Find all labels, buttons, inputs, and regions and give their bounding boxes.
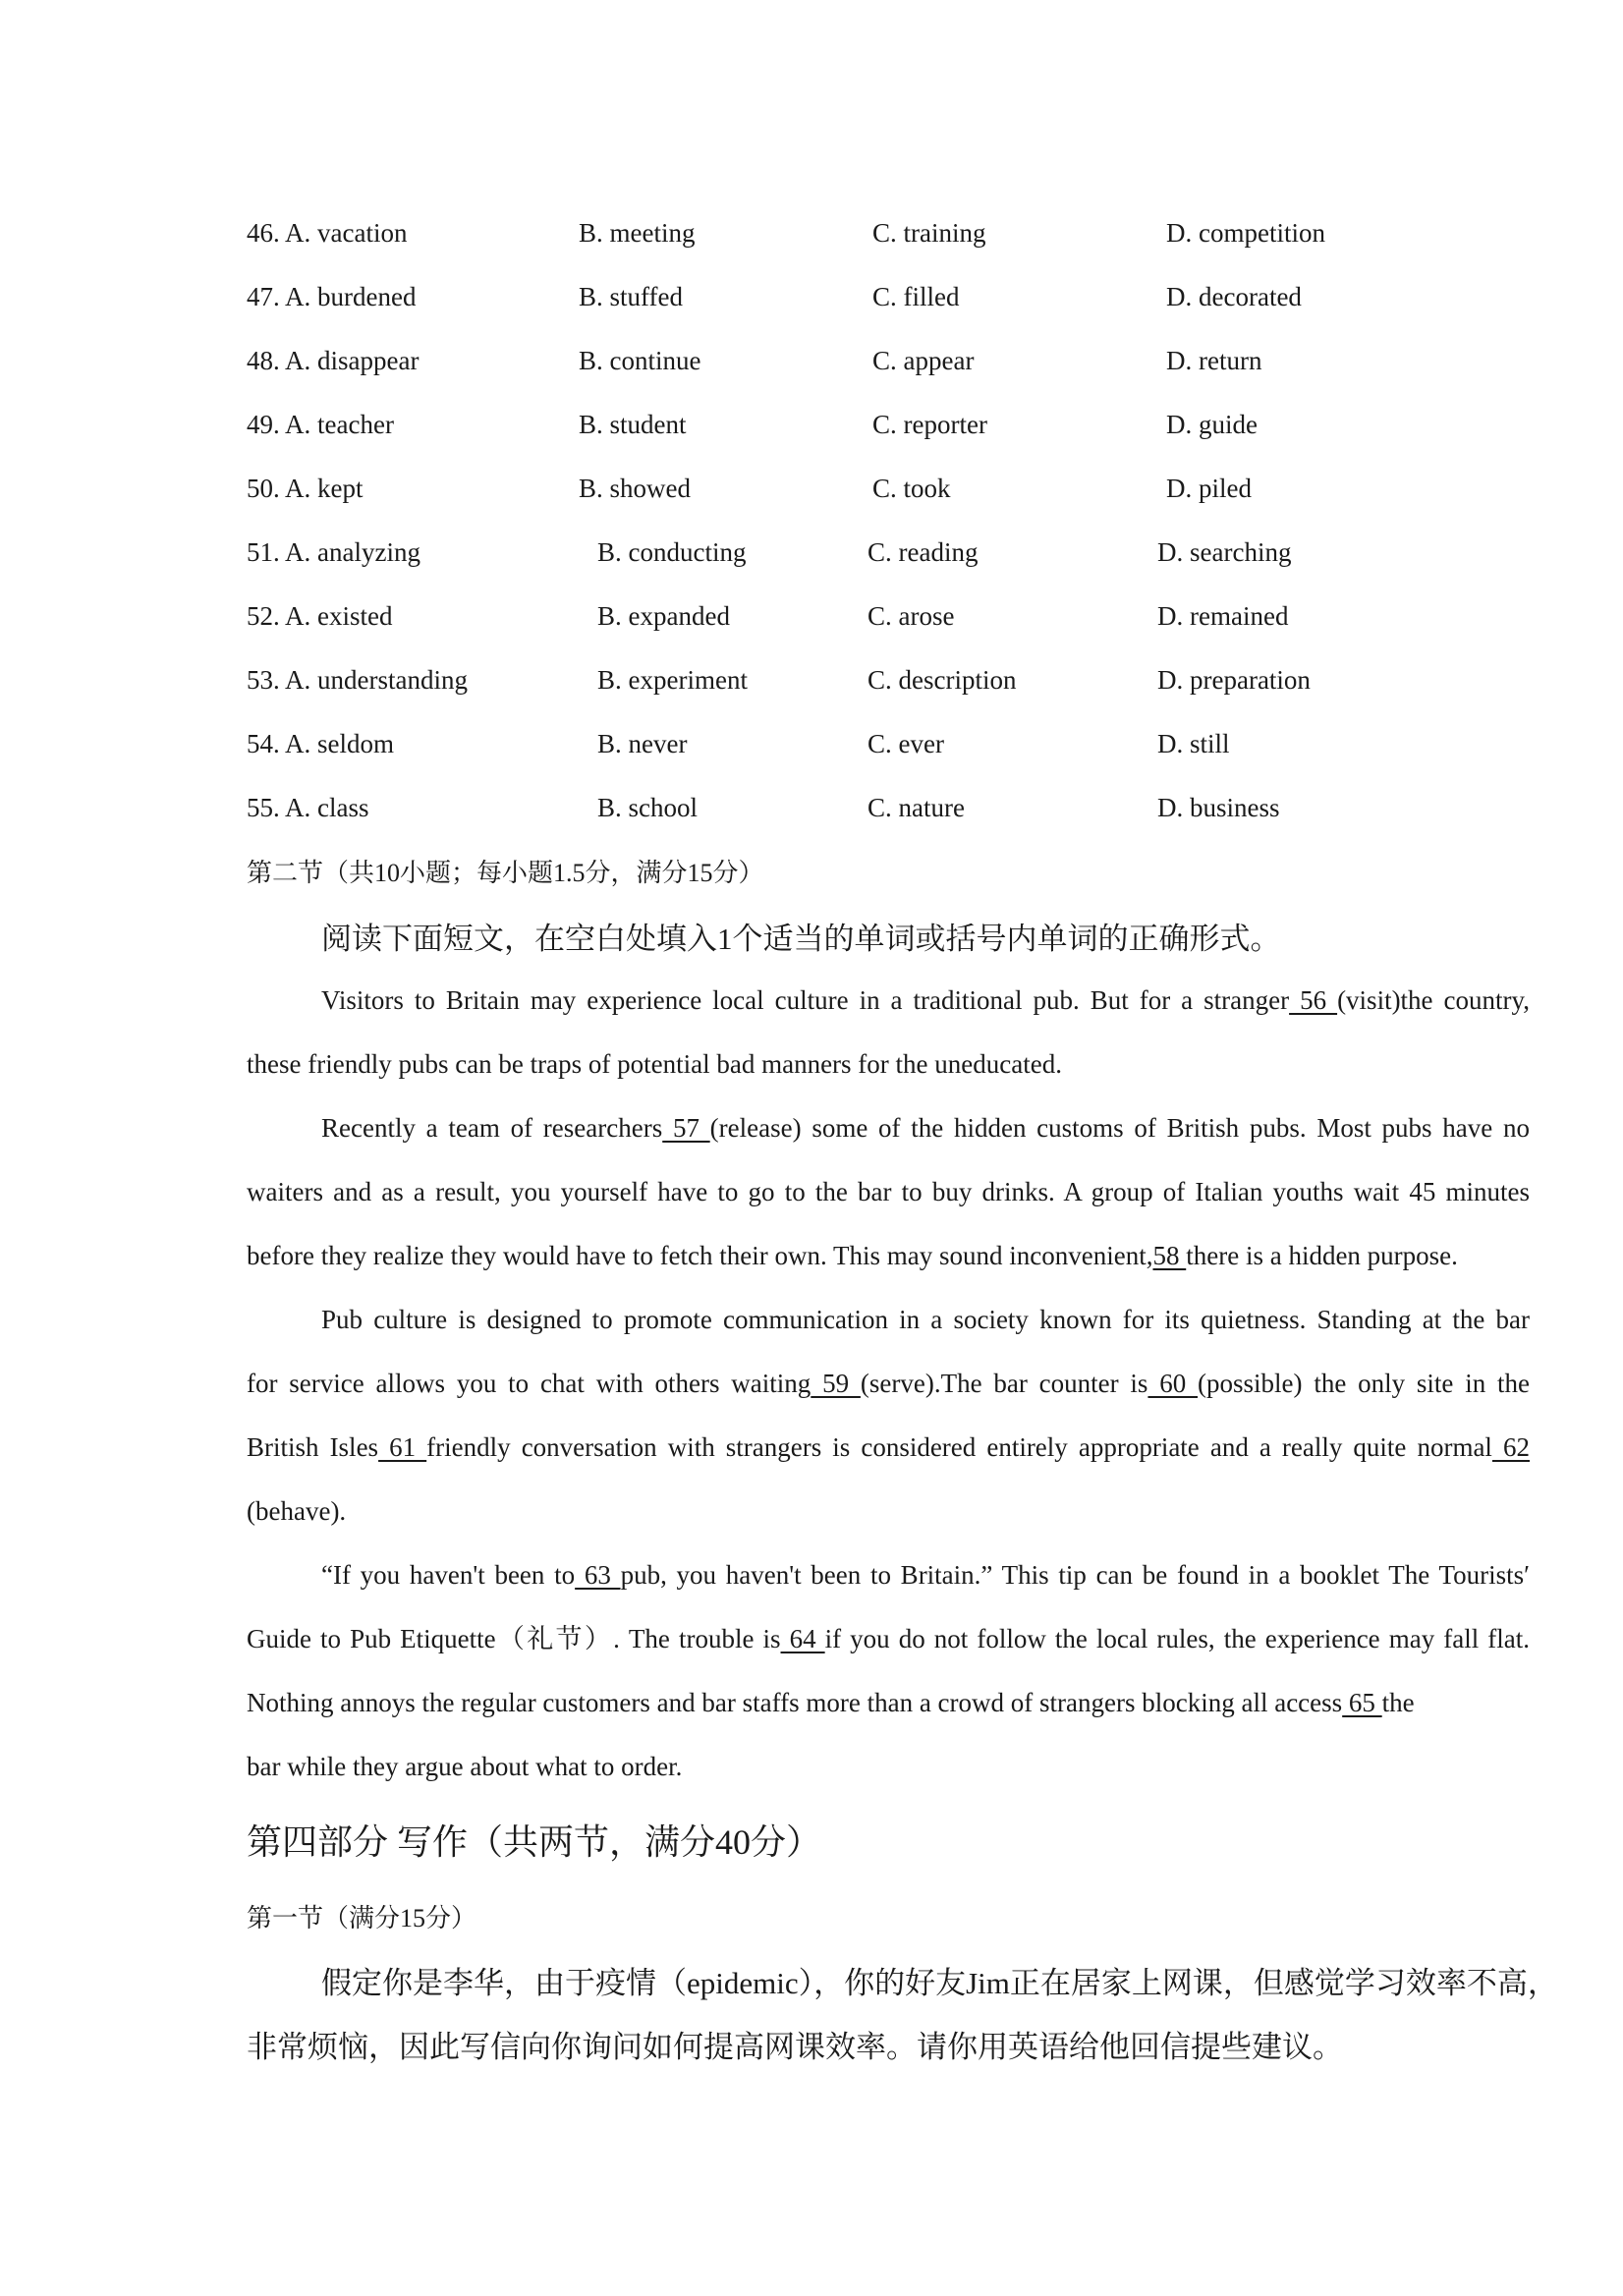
option-d: D. still: [1157, 729, 1230, 758]
passage-line: Nothing annoys the regular customers and bar staffs more than a crowd of strangers blocking all access 65 the: [247, 1688, 1415, 1717]
blank-63[interactable]: 63: [575, 1560, 621, 1590]
option-c: C. took: [872, 474, 951, 503]
blank-61[interactable]: 61: [378, 1432, 427, 1462]
option-d: D. guide: [1166, 410, 1258, 439]
option-a: 47. A. burdened: [247, 282, 417, 311]
blank-57[interactable]: 57: [662, 1113, 710, 1143]
option-d: D. competition: [1166, 218, 1325, 248]
task-prompt-line: 假定你是李华，由于疫情（epidemic），你的好友Jim正在居家上网课，但感觉学习效率不高，: [321, 1966, 1558, 2000]
option-d: D. return: [1166, 346, 1262, 375]
option-a: 50. A. kept: [247, 474, 364, 503]
passage-line: “If you haven't been to 63 pub, you haven't been to Britain.” This tip can be found in a booklet The Tourists′: [321, 1560, 1530, 1590]
option-b: B. continue: [579, 346, 701, 375]
passage-line: before they realize they would have to fetch their own. This may sound inconvenient,58 there is a hidden purpose.: [247, 1241, 1458, 1270]
section-heading: 第二节（共10小题；每小题1.5分，满分15分）: [247, 859, 764, 887]
option-d: D. piled: [1166, 474, 1252, 503]
option-c: C. filled: [872, 282, 960, 311]
option-b: B. school: [597, 793, 699, 822]
blank-60[interactable]: 60: [1147, 1369, 1199, 1398]
passage-line: Pub culture is designed to promote communication in a society known for its quietness. Standing at the bar: [321, 1305, 1530, 1334]
passage-line: Guide to Pub Etiquette（礼节）. The trouble is 64 if you do not follow the local rules, the experience may fall flat.: [247, 1624, 1531, 1653]
passage-line: for service allows you to chat with others waiting 59 (serve).The bar counter is 60 (possible) the only site in the: [247, 1369, 1531, 1398]
option-b: B. experiment: [597, 665, 748, 695]
option-c: C. nature: [867, 793, 965, 822]
passage-line: waiters and as a result, you yourself have to go to the bar to buy drinks. A group of Italian youths wait 45 minutes: [247, 1177, 1530, 1206]
option-d: D. remained: [1157, 601, 1289, 631]
option-d: D. preparation: [1157, 665, 1311, 695]
option-b: B. conducting: [597, 537, 747, 567]
option-c: C. appear: [872, 346, 975, 375]
option-b: B. stuffed: [579, 282, 683, 311]
passage-line: bar while they argue about what to order.: [247, 1752, 683, 1781]
option-a: 48. A. disappear: [247, 346, 420, 375]
option-d: D. searching: [1157, 537, 1292, 567]
option-a: 54. A. seldom: [247, 729, 395, 758]
part-title: 第四部分 写作（共两节，满分40分）: [247, 1822, 822, 1862]
option-c: C. ever: [867, 729, 944, 758]
option-b: B. expanded: [597, 601, 730, 631]
passage-line: these friendly pubs can be traps of potential bad manners for the uneducated.: [247, 1049, 1062, 1079]
option-a: 52. A. existed: [247, 601, 393, 631]
option-b: B. meeting: [579, 218, 696, 248]
passage-line: Visitors to Britain may experience local culture in a traditional pub. But for a stranger 56 (visit)the country,: [321, 985, 1530, 1015]
option-a: 49. A. teacher: [247, 410, 394, 439]
passage-line: British Isles 61 friendly conversation with strangers is considered entirely appropriate and a really quite normal 62: [247, 1432, 1531, 1462]
option-b: B. showed: [579, 474, 691, 503]
option-b: B. never: [597, 729, 688, 758]
option-c: C. reporter: [872, 410, 987, 439]
blank-56[interactable]: 56: [1289, 985, 1338, 1015]
option-c: C. arose: [867, 601, 955, 631]
blank-59[interactable]: 59: [811, 1369, 861, 1398]
blank-58[interactable]: 58: [1152, 1241, 1187, 1270]
blank-64[interactable]: 64: [780, 1624, 825, 1653]
option-a: 51. A. analyzing: [247, 537, 420, 567]
section-instruction: 阅读下面短文，在空白处填入1个适当的单词或括号内单词的正确形式。: [321, 922, 1281, 956]
option-c: C. training: [872, 218, 986, 248]
task-prompt-line: 非常烦恼，因此写信向你询问如何提高网课效率。请你用英语给他回信提些建议。: [247, 2030, 1343, 2064]
blank-62[interactable]: 62: [1491, 1432, 1531, 1462]
option-c: C. description: [867, 665, 1017, 695]
part-subtitle: 第一节（满分15分）: [247, 1904, 477, 1932]
option-a: 53. A. understanding: [247, 665, 468, 695]
passage-line: Recently a team of researchers 57 (release) some of the hidden customs of British pubs. Most pubs have no: [321, 1113, 1530, 1143]
option-d: D. business: [1157, 793, 1280, 822]
option-d: D. decorated: [1166, 282, 1302, 311]
option-a: 46. A. vacation: [247, 218, 408, 248]
blank-65[interactable]: 65: [1342, 1688, 1382, 1717]
option-b: B. student: [579, 410, 687, 439]
passage-line: (behave).: [247, 1496, 347, 1526]
option-c: C. reading: [867, 537, 979, 567]
option-a: 55. A. class: [247, 793, 369, 822]
